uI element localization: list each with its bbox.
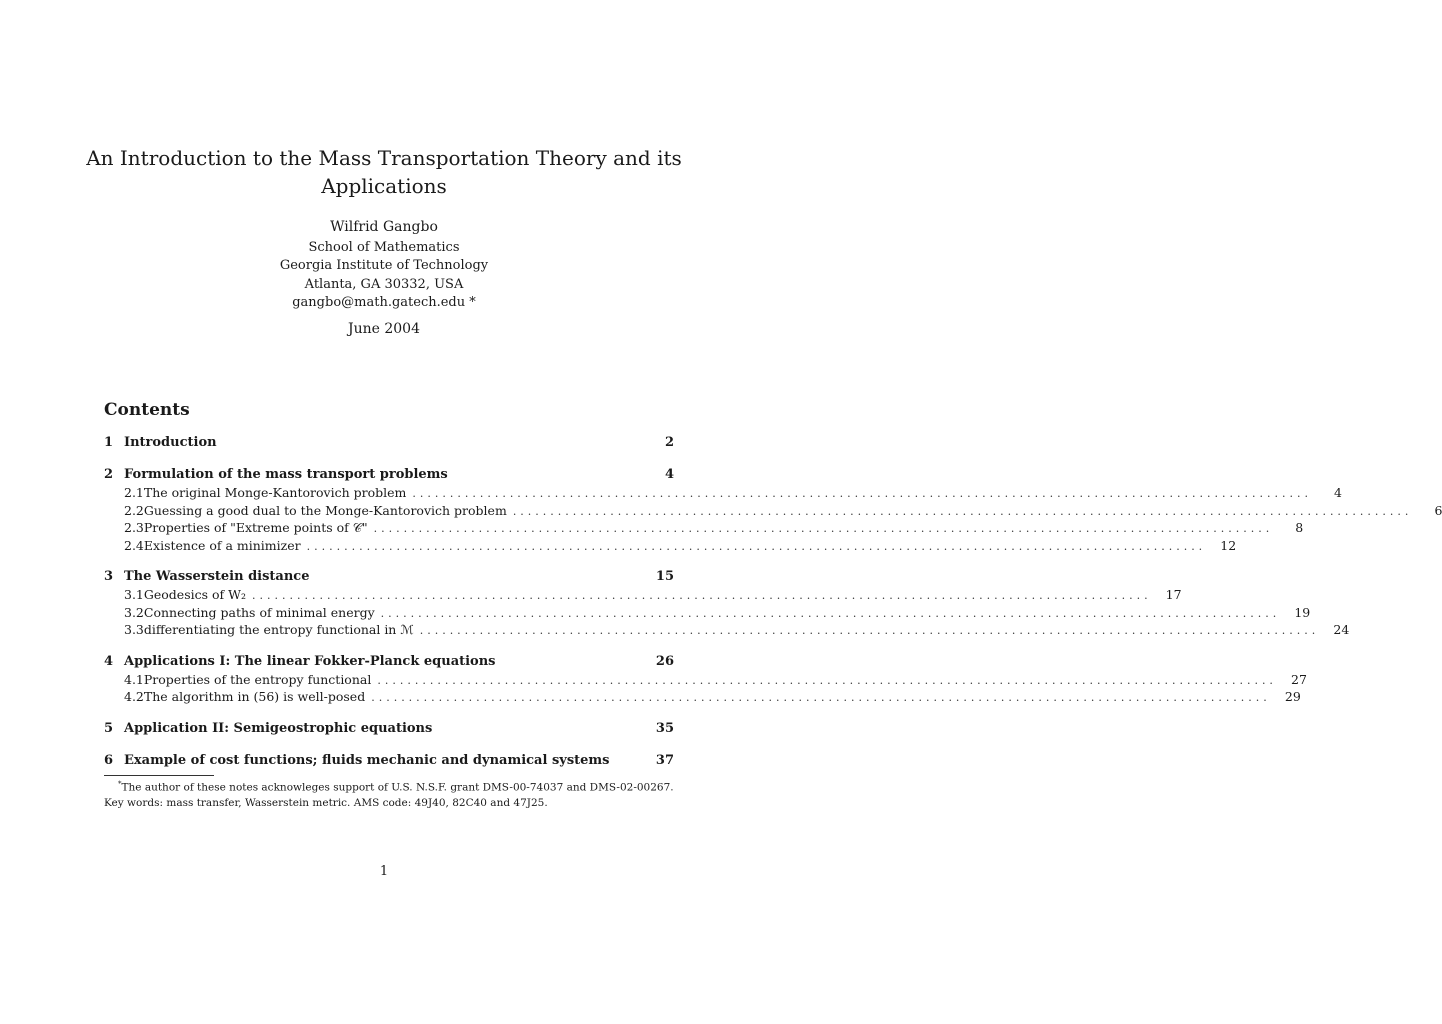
- toc-subsection-number: 4.2: [124, 689, 144, 704]
- toc-section-label: Introduction: [124, 435, 217, 450]
- toc-section-number: 4: [104, 653, 114, 669]
- toc-section-number: 1: [104, 435, 114, 450]
- toc-section-number: 2: [104, 467, 114, 482]
- toc-subsection-page: 4: [1334, 485, 1342, 500]
- toc-subsection-label: The algorithm in (56) is well-posed: [143, 689, 366, 704]
- toc-subsection-page: 12: [1220, 537, 1237, 553]
- toc-leader-dots: ........................................................................................................................: [371, 691, 1271, 704]
- toc-subsection-page: 6: [1434, 502, 1442, 518]
- footnote-text: The author of these notes acknowleges support of U.S. N.S.F. grant DMS-00-74037 and DMS-02-00267. Key words: mass transfer, Wasserstein metric. AMS code: 49J40, 82C40 and 47J25.: [104, 781, 674, 809]
- toc-subsection-label: differentiating the entropy functional in ℳ: [143, 622, 414, 637]
- toc-gap: [104, 554, 674, 567]
- toc-subsection-4-2[interactable]: [104, 688, 1301, 706]
- toc-gap: [104, 452, 674, 465]
- toc-section-label: The Wasserstein distance: [124, 569, 310, 584]
- toc-section-6[interactable]: [104, 751, 674, 770]
- toc-leader-dots: ........................................................................................................................: [251, 589, 1152, 602]
- toc-section-3[interactable]: [104, 567, 674, 586]
- toc-section-page: 37: [655, 752, 674, 768]
- title-line-1: An Introduction to the Mass Transportation Theory and its: [86, 146, 682, 170]
- toc-section-page: 4: [664, 467, 674, 482]
- toc-subsection-2-4[interactable]: [104, 537, 1237, 555]
- toc-section-5[interactable]: [104, 719, 674, 738]
- toc-leader-dots: ........................................................................................................................: [373, 522, 1274, 535]
- toc-leader-dots: ........................................................................................................................: [419, 624, 1320, 637]
- title-line-2: Applications: [321, 174, 447, 198]
- contents-heading: Contents: [104, 400, 190, 420]
- toc-subsection-label: Properties of "Extreme points of 𝒞": [143, 520, 368, 535]
- toc-subsection-2-3[interactable]: [104, 519, 1304, 537]
- toc-leader-dots: ........................................................................................................................: [377, 673, 1277, 687]
- toc-section-page: 26: [655, 653, 674, 669]
- toc-subsection-label: Geodesics of W₂: [143, 587, 246, 602]
- toc-subsection-number: 2.3: [124, 520, 144, 535]
- toc-subsection-number: 2.4: [124, 537, 144, 553]
- toc-section-number: 5: [104, 720, 114, 736]
- toc-section-2[interactable]: [104, 465, 674, 484]
- footnote: [104, 777, 674, 811]
- toc-subsection-3-3[interactable]: [104, 621, 1350, 639]
- toc-subsection-label: Connecting paths of minimal energy: [143, 604, 375, 620]
- toc-gap: [104, 738, 674, 751]
- toc-subsection-page: 8: [1295, 520, 1304, 535]
- footnote-rule: [104, 775, 214, 776]
- toc-section-label: Formulation of the mass transport problems: [124, 467, 448, 482]
- toc-section-1[interactable]: [104, 433, 674, 452]
- toc-leader-dots: ........................................................................................................................: [412, 487, 1312, 500]
- toc-subsection-2-2[interactable]: [104, 502, 1442, 520]
- toc-subsection-page: 24: [1333, 622, 1350, 637]
- toc-subsection-number: 3.2: [124, 604, 144, 620]
- affiliation-address: Atlanta, GA 30332, USA: [304, 276, 464, 292]
- toc-subsection-page: 27: [1291, 671, 1307, 687]
- toc-subsection-number: 3.3: [124, 622, 144, 637]
- toc-subsection-4-1[interactable]: [104, 671, 1307, 689]
- toc-subsection-2-1[interactable]: [104, 484, 1342, 502]
- author-email: gangbo@math.gatech.edu *: [292, 295, 476, 310]
- toc-subsection-page: 19: [1294, 604, 1311, 620]
- toc-subsection-label: Properties of the entropy functional: [143, 671, 372, 687]
- publication-date: June 2004: [347, 321, 420, 337]
- toc-leader-dots: ........................................................................................................................: [306, 539, 1207, 553]
- footnote-marker: *: [118, 780, 122, 788]
- table-of-contents: [104, 433, 1442, 770]
- toc-subsection-number: 3.1: [124, 587, 144, 602]
- toc-section-page: 2: [664, 435, 674, 450]
- toc-section-page: 15: [655, 569, 674, 584]
- toc-section-page: 35: [655, 720, 674, 736]
- toc-subsection-label: The original Monge-Kantorovich problem: [143, 485, 407, 500]
- toc-subsection-number: 2.2: [124, 502, 144, 518]
- toc-leader-dots: ........................................................................................................................: [380, 606, 1281, 620]
- toc-subsection-number: 2.1: [124, 485, 144, 500]
- toc-subsection-3-2[interactable]: [104, 604, 1311, 622]
- page-number: 1: [379, 864, 389, 879]
- toc-gap: [104, 706, 674, 719]
- affiliation-institute: Georgia Institute of Technology: [279, 258, 489, 273]
- paper-title: [80, 144, 688, 200]
- toc-subsection-3-1[interactable]: [104, 586, 1182, 604]
- toc-section-number: 6: [104, 752, 114, 768]
- toc-subsection-label: Existence of a minimizer: [143, 537, 301, 553]
- toc-subsection-page: 29: [1284, 689, 1301, 704]
- toc-section-label: Application II: Semigeostrophic equations: [124, 720, 433, 736]
- toc-section-label: Example of cost functions; fluids mechanic and dynamical systems: [124, 752, 610, 768]
- toc-section-number: 3: [104, 569, 114, 584]
- author-block: [184, 218, 584, 313]
- toc-subsection-page: 17: [1165, 587, 1182, 602]
- toc-leader-dots: ........................................................................................................................: [512, 504, 1413, 518]
- toc-section-label: Applications I: The linear Fokker-Planck equations: [124, 653, 496, 669]
- toc-gap: [104, 639, 674, 652]
- toc-section-4[interactable]: [104, 652, 674, 671]
- toc-subsection-number: 4.1: [124, 671, 144, 687]
- affiliation-school: School of Mathematics: [308, 239, 460, 255]
- toc-subsection-label: Guessing a good dual to the Monge-Kantorovich problem: [143, 502, 507, 518]
- author-name: Wilfrid Gangbo: [330, 219, 438, 235]
